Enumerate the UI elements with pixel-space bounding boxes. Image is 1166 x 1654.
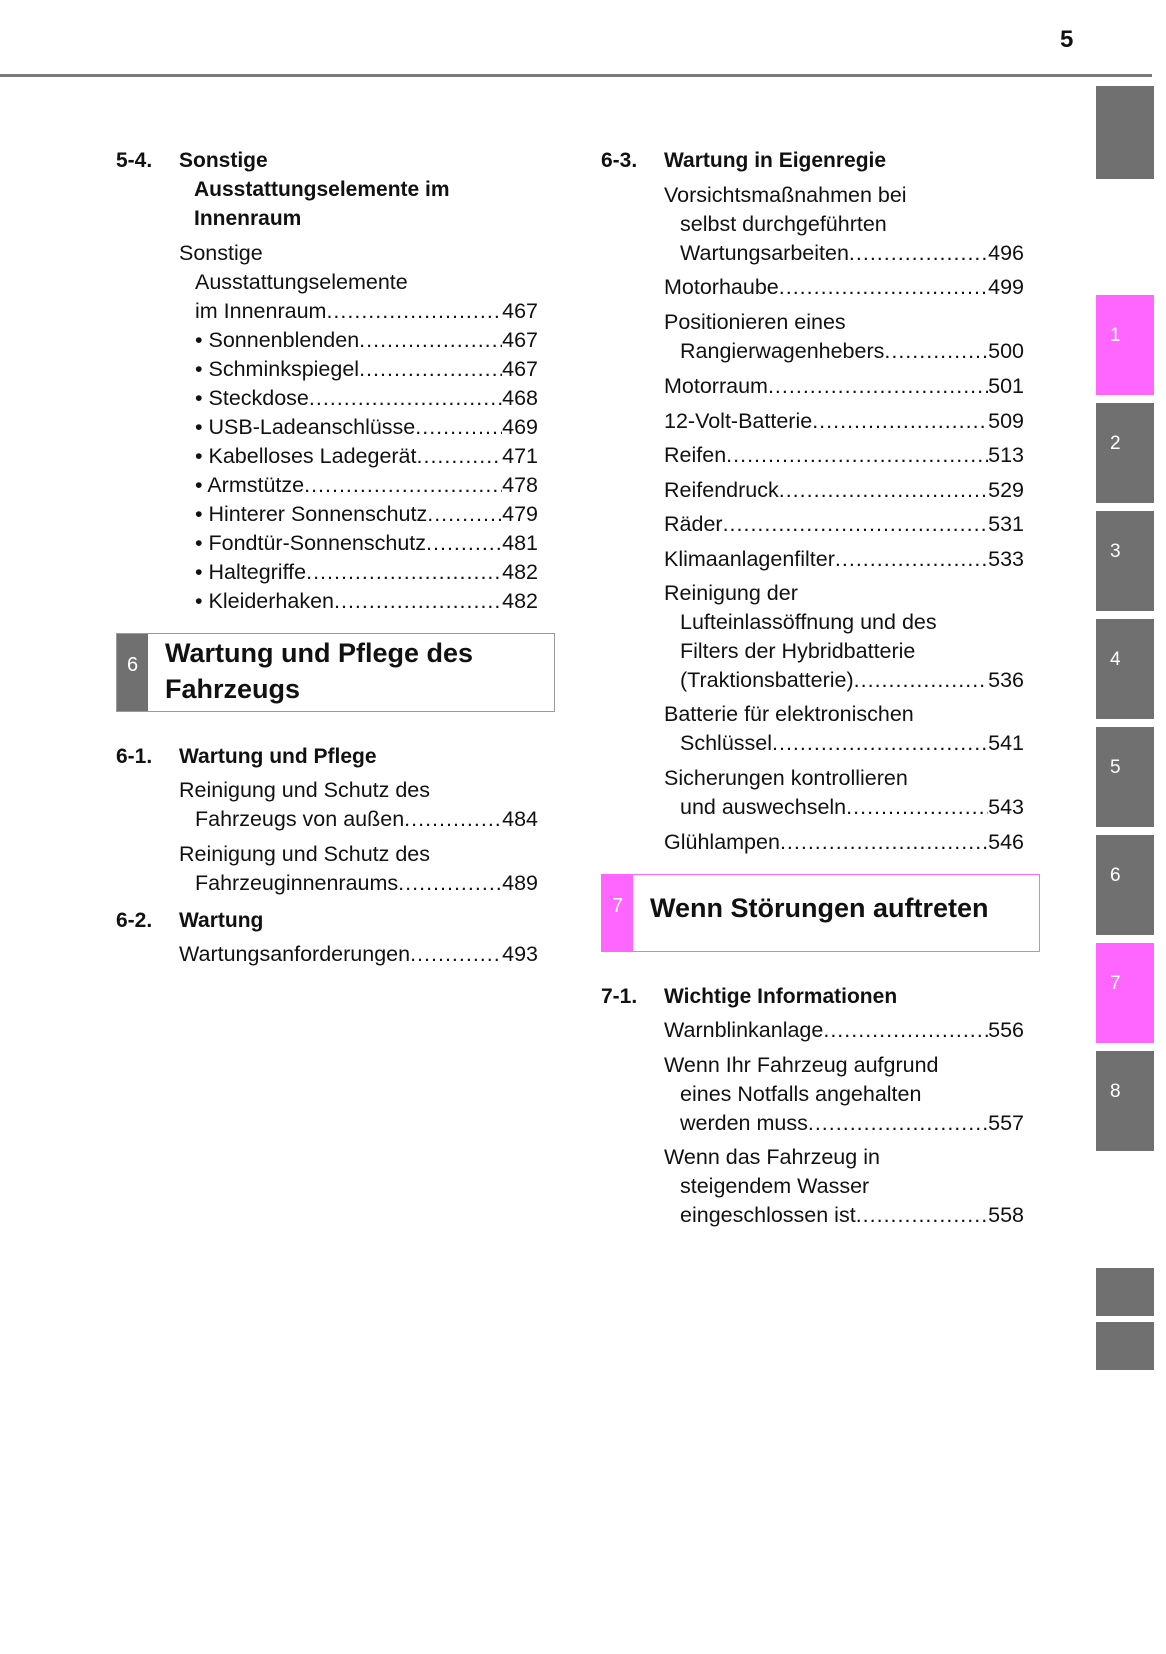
toc-entry-reinigung-aussen[interactable]	[179, 776, 538, 834]
page-ref: 467	[502, 299, 538, 323]
toc-entry-kleiderhaken[interactable]	[195, 587, 538, 616]
entry-text: Reifendruck	[664, 478, 779, 502]
side-tab-label: 3	[1110, 541, 1121, 562]
toc-entry-sicherungen[interactable]	[664, 764, 1024, 822]
entry-text: steigendem Wasser	[680, 1174, 870, 1198]
page-ref: 509	[988, 409, 1024, 433]
chapter-title: Fahrzeugs	[165, 674, 301, 704]
entry-text: Ausstattungselemente	[195, 270, 408, 294]
dot-leader	[884, 337, 988, 366]
entry-text: Fahrzeuginnenraums	[195, 871, 399, 895]
entry-text: • Haltegriffe	[195, 560, 307, 584]
dot-leader	[359, 326, 502, 355]
toc-entry-haltegriffe[interactable]	[195, 558, 538, 587]
dot-leader	[415, 413, 502, 442]
page-ref: 478	[502, 473, 538, 497]
page-ref: 556	[988, 1018, 1024, 1042]
dot-leader	[404, 805, 502, 834]
page-ref: 499	[988, 275, 1024, 299]
entry-text: (Traktionsbatterie)	[680, 668, 854, 692]
toc-entry-reinigung-innen[interactable]	[179, 840, 538, 898]
page-ref: 484	[502, 807, 538, 831]
page-ref: 467	[502, 357, 538, 381]
page-ref: 471	[502, 444, 538, 468]
section-6-1-heading	[116, 742, 546, 771]
entry-text: Batterie für elektronischen	[664, 702, 914, 726]
page-ref: 469	[502, 415, 538, 439]
dot-leader	[334, 587, 502, 616]
side-tab-4[interactable]	[1096, 619, 1154, 719]
toc-entry-rangierwagenheber[interactable]	[664, 308, 1024, 366]
entry-text: Räder	[664, 512, 723, 536]
page-ref: 536	[988, 668, 1024, 692]
side-tab-label: 1	[1110, 325, 1121, 346]
section-number: 6-1.	[116, 745, 153, 768]
side-tab-label: 8	[1110, 1081, 1121, 1102]
toc-entry-batterie[interactable]	[664, 407, 1024, 436]
side-tab-index-1[interactable]	[1096, 1268, 1154, 1316]
entry-text: Motorraum	[664, 374, 768, 398]
entry-text: Vorsichtsmaßnahmen bei	[664, 183, 907, 207]
entry-text: • Sonnenblenden	[195, 328, 360, 352]
entry-text: Rangierwagenhebers	[680, 339, 885, 363]
entry-text: Reifen	[664, 443, 727, 467]
section-number: 7-1.	[601, 985, 638, 1008]
toc-entry-klimaanlagenfilter[interactable]	[664, 545, 1024, 574]
chapter-7-tab	[602, 875, 633, 951]
dot-leader	[779, 476, 988, 505]
page-ref: 496	[988, 241, 1024, 265]
section-7-1-heading	[601, 982, 1031, 1011]
chapter-number: 6	[126, 654, 139, 676]
toc-entry-sonstige[interactable]	[179, 239, 538, 326]
toc-entry-usb[interactable]	[195, 413, 538, 442]
dot-leader	[326, 297, 502, 326]
section-number: 6-3.	[601, 149, 638, 172]
page-ref: 546	[988, 830, 1024, 854]
dot-leader	[835, 545, 988, 574]
chapter-6-tab	[117, 634, 148, 711]
entry-text: Klimaanlagenfilter	[664, 547, 835, 571]
toc-entry-wartungsanforderungen[interactable]	[179, 940, 538, 969]
page-ref: 543	[988, 795, 1024, 819]
dot-leader	[772, 729, 988, 758]
section-number: 5-4.	[116, 149, 153, 172]
side-tab-label: 5	[1110, 757, 1121, 778]
section-6-3-heading	[601, 146, 1031, 175]
toc-entry-schminkspiegel[interactable]	[195, 355, 538, 384]
dot-leader	[359, 355, 502, 384]
entry-text: Sonstige	[179, 241, 263, 265]
side-tab-label: 2	[1110, 433, 1121, 454]
entry-text: Wartungsanforderungen	[179, 942, 411, 966]
side-tab-blank[interactable]	[1096, 86, 1154, 179]
dot-leader	[780, 828, 988, 857]
toc-entry-reifen[interactable]	[664, 441, 1024, 470]
entry-text: Schlüssel	[680, 731, 773, 755]
side-tab-7[interactable]	[1096, 943, 1154, 1043]
section-title: Wartung	[179, 909, 264, 932]
section-title: Wichtige Informationen	[664, 985, 898, 1008]
side-tab-label: 4	[1110, 649, 1121, 670]
entry-text: Wenn Ihr Fahrzeug aufgrund	[664, 1053, 939, 1077]
entry-text: eingeschlossen ist	[680, 1203, 856, 1227]
page-ref: 558	[988, 1203, 1024, 1227]
entry-text: Filters der Hybridbatterie	[680, 639, 916, 663]
entry-text: Lufteinlassöffnung und des	[680, 610, 937, 634]
section-title: Ausstattungselemente im	[194, 178, 450, 201]
toc-entry-ladegeraet[interactable]	[195, 442, 538, 471]
header-rule	[0, 74, 1152, 77]
toc-entry-motorraum[interactable]	[664, 372, 1024, 401]
entry-text: • Hinterer Sonnenschutz	[195, 502, 428, 526]
page-ref: 481	[502, 531, 538, 555]
page-ref: 513	[988, 443, 1024, 467]
section-title: Wartung und Pflege	[179, 745, 377, 768]
chapter-6-box[interactable]	[116, 633, 555, 712]
entry-text: Reinigung und Schutz des	[179, 778, 431, 802]
entry-text: und auswechseln	[680, 795, 847, 819]
side-tab-label: 7	[1110, 973, 1121, 994]
toc-entry-notfall[interactable]	[664, 1051, 1024, 1138]
page-ref: 468	[502, 386, 538, 410]
toc-entry-fondtuer[interactable]	[195, 529, 538, 558]
page-ref: 479	[502, 502, 538, 526]
page-ref: 467	[502, 328, 538, 352]
section-title: Wartung in Eigenregie	[664, 149, 887, 172]
dot-leader	[846, 793, 988, 822]
dot-leader	[768, 372, 988, 401]
entry-text: Warnblinkanlage	[664, 1018, 824, 1042]
entry-text: • Kleiderhaken	[195, 589, 335, 613]
entry-text: Wenn das Fahrzeug in	[664, 1145, 880, 1169]
side-tab-1[interactable]	[1096, 295, 1154, 395]
side-tab-3[interactable]	[1096, 511, 1154, 611]
side-tab-2[interactable]	[1096, 403, 1154, 503]
dot-leader	[410, 940, 502, 969]
dot-leader	[306, 558, 502, 587]
dot-leader	[849, 239, 988, 268]
page-ref: 533	[988, 547, 1024, 571]
toc-entry-vorsichtsmassnahmen[interactable]	[664, 181, 1024, 268]
entry-text: • USB-Ladeanschlüsse	[195, 415, 416, 439]
dot-leader	[823, 1016, 988, 1045]
page-ref: 557	[988, 1111, 1024, 1135]
entry-text: Positionieren eines	[664, 310, 846, 334]
toc-entry-warnblinkanlage[interactable]	[664, 1016, 1024, 1045]
entry-text: Fahrzeugs von außen	[195, 807, 405, 831]
toc-entry-gluehlampen[interactable]	[664, 828, 1024, 857]
toc-entry-wasser[interactable]	[664, 1143, 1024, 1230]
entry-text: • Steckdose	[195, 386, 309, 410]
page-ref: 501	[988, 374, 1024, 398]
entry-text: • Armstütze	[195, 473, 305, 497]
toc-entry-sonnenschutz[interactable]	[195, 500, 538, 529]
page-ref: 482	[502, 589, 538, 613]
side-tab-label: 6	[1110, 865, 1121, 886]
chapter-title: Wartung und Pflege des	[165, 638, 474, 668]
entry-text: • Fondtür-Sonnenschutz	[195, 531, 427, 555]
section-number: 6-2.	[116, 909, 153, 932]
section-6-2-heading	[116, 906, 546, 935]
page-ref: 541	[988, 731, 1024, 755]
entry-text: Wartungsarbeiten	[680, 241, 849, 265]
entry-text: selbst durchgeführten	[680, 212, 887, 236]
toc-entry-lufteinlass[interactable]	[664, 579, 1024, 695]
entry-text: Glühlampen	[664, 830, 780, 854]
entry-text: werden muss	[680, 1111, 808, 1135]
dot-leader	[726, 441, 988, 470]
dot-leader	[854, 666, 988, 695]
page-ref: 529	[988, 478, 1024, 502]
page-ref: 489	[502, 871, 538, 895]
entry-text: Reinigung der	[664, 581, 798, 605]
toc-entry-sonnenblenden[interactable]	[195, 326, 538, 355]
toc-entry-steckdose[interactable]	[195, 384, 538, 413]
dot-leader	[812, 407, 988, 436]
entry-text: Motorhaube	[664, 275, 779, 299]
page-ref: 500	[988, 339, 1024, 363]
page-ref: 493	[502, 942, 538, 966]
dot-leader	[426, 529, 502, 558]
page-number: 5	[1060, 26, 1074, 53]
entry-text: Reinigung und Schutz des	[179, 842, 431, 866]
page-ref: 482	[502, 560, 538, 584]
toc-entry-armstuetze[interactable]	[195, 471, 538, 500]
entry-text: • Kabelloses Ladegerät	[195, 444, 417, 468]
chapter-number: 7	[611, 895, 624, 917]
entry-text: eines Notfalls angehalten	[680, 1082, 922, 1106]
dot-leader	[779, 273, 988, 302]
side-tab-5[interactable]	[1096, 727, 1154, 827]
toc-entry-motorhaube[interactable]	[664, 273, 1024, 302]
toc-entry-batterie-schluessel[interactable]	[664, 700, 1024, 758]
chapter-title: Wenn Störungen auftreten	[650, 893, 989, 923]
page-ref: 531	[988, 512, 1024, 536]
chapter-7-box[interactable]	[601, 874, 1040, 952]
entry-text: • Schminkspiegel	[195, 357, 360, 381]
section-title: Innenraum	[194, 207, 302, 230]
dot-leader	[723, 510, 989, 539]
dot-leader	[304, 471, 502, 500]
toc-entry-reifendruck[interactable]	[664, 476, 1024, 505]
dot-leader	[856, 1201, 988, 1230]
dot-leader	[427, 500, 502, 529]
side-tab-6[interactable]	[1096, 835, 1154, 935]
entry-text: 12-Volt-Batterie	[664, 409, 813, 433]
section-title: Sonstige	[179, 149, 268, 172]
side-tab-8[interactable]	[1096, 1051, 1154, 1151]
toc-entry-raeder[interactable]	[664, 510, 1024, 539]
dot-leader	[417, 442, 503, 471]
dot-leader	[808, 1109, 988, 1138]
side-tab-index-2[interactable]	[1096, 1322, 1154, 1370]
entry-text: im Innenraum	[195, 299, 327, 323]
dot-leader	[398, 869, 502, 898]
dot-leader	[309, 384, 502, 413]
entry-text: Sicherungen kontrollieren	[664, 766, 908, 790]
